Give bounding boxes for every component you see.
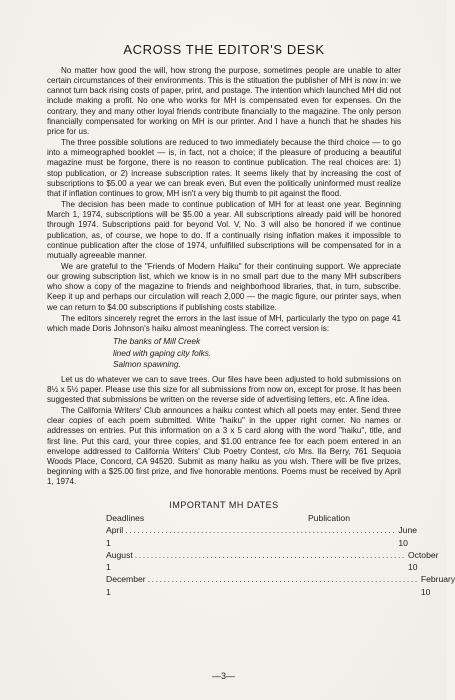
dates-row	[106, 524, 418, 548]
dates-header-row	[106, 512, 350, 524]
haiku-line: The banks of Mill Creek	[113, 336, 201, 347]
dates-heading: IMPORTANT MH DATES	[169, 500, 279, 511]
editorial-body	[47, 66, 401, 487]
publication-header: Publication	[307, 513, 350, 524]
leader-dots: ....................................................................	[147, 574, 419, 585]
deadline: December 1	[106, 574, 146, 597]
page-title: ACROSS THE EDITOR'S DESK	[123, 42, 325, 57]
paragraph: The California Writers' Club announces a haiku contest which all poets may enter. Send three clear copies of each poem submitted. Write "haiku" in the upper right corner. No names or addresses on entries. Put this information on a 3 x 5 card along with the word "haiku", title, and first line. Put this card, your three copies, and $1.00 entrance fee for each poem entered in an envelope addressed to California Writers' Club Poetry Contest, c/o Mrs. Ila Berry, 761 Sequoia Woods Place, Concord, CA 94520. Submit as many haiku as you wish. There will be five prizes, beginning with a $25.00 first prize, and five honorable mentions. Poems must be received by April 1, 1974.	[47, 406, 401, 487]
paragraph: We are grateful to the "Friends of Modern Haiku" for their continuing support. We appreciate our growing subscription list, which we know is in no small part due to the many MH subscribers who show a copy of the magazine to friends and neighborhood libraries, that, in turn, subscribe. Keep it up and perhaps our circulation will reach 2,000 — the magic figure, our printer says, when we can return to $4.00 subscriptions if publishing costs stabilize.	[47, 261, 401, 312]
paragraph: The editors sincerely regret the errors in the last issue of MH, particularly the typo on page 41 which made Doris Johnson's haiku almost meaningless. The correct version is:	[47, 313, 401, 333]
paragraph: The three possible solutions are reduced to two immediately because the third choice — to go into a mimeographed booklet — is, in fact, not a choice; if the pleasure of producing a beautiful magazine must be forgone, there is no reason to continue publication. The real choices are: 1) stop publication, or 2) increase subscription rates. It seems likely that by increasing the cost of subscriptions to $5.00 a year we can break even. But even the politically uninformed must realize that if inflation continues to grow, MH isn't a very big thumb to pit against the flood.	[47, 138, 401, 198]
leader-dots: ....................................................................	[125, 525, 397, 536]
paragraph: No matter how good the will, how strong the purpose, sometimes people are unable to alter certain circumstances of their environments. This is the stituation the publisher of MH is now in: we cannot turn back rising costs of paper, print, and postage. The intention which launched MH did not include making a profit. No one who works for MH is compensated even for expenses. On the contrary, they and many other loyal friends contribute financially to the magazine. The only person financially compensated for working on MH is our printer. And I have a hunch that he shades his price for us.	[47, 66, 401, 136]
paragraph: The decision has been made to continue publication of MH for at least one year. Beginning March 1, 1974, subscriptions will be $5.00 a year. All subscriptions already paid will be honored through 1974. Subscriptions paid for beyond Vol. V, No. 3 will also be honored if we continue publication, as, of course, we hope to do. If a continually rising inflation makes it impossible to continue publication after the close of 1974, unfulfilled subscriptions will be compensated for in a mutually agreeable manner.	[47, 200, 401, 260]
deadlines-header: Deadlines	[106, 513, 145, 524]
leader-dots: ....................................................................	[134, 549, 406, 560]
haiku-line: lined with gaping city folks.	[113, 347, 212, 358]
haiku-line: Salmon spawning.	[113, 359, 181, 370]
dates-row	[106, 549, 439, 573]
deadline: August 1	[106, 549, 133, 573]
publication-date: October 10	[407, 549, 439, 573]
dates-table	[106, 512, 455, 597]
dates-row	[106, 573, 455, 597]
corrected-haiku	[113, 336, 401, 371]
page-number: —3—	[211, 671, 235, 681]
publication-date: February 10	[420, 574, 455, 597]
deadline: April 1	[106, 525, 124, 548]
publication-date: June 10	[398, 525, 418, 548]
paragraph: Let us do whatever we can to save trees. Our files have been adjusted to hold submissions on 8½ x 5½ paper. Please use this size for all submissions from now on, except for prose. It has been suggested that submissions be written on the reverse side of advertising letters, etc. A fine idea.	[47, 374, 401, 404]
